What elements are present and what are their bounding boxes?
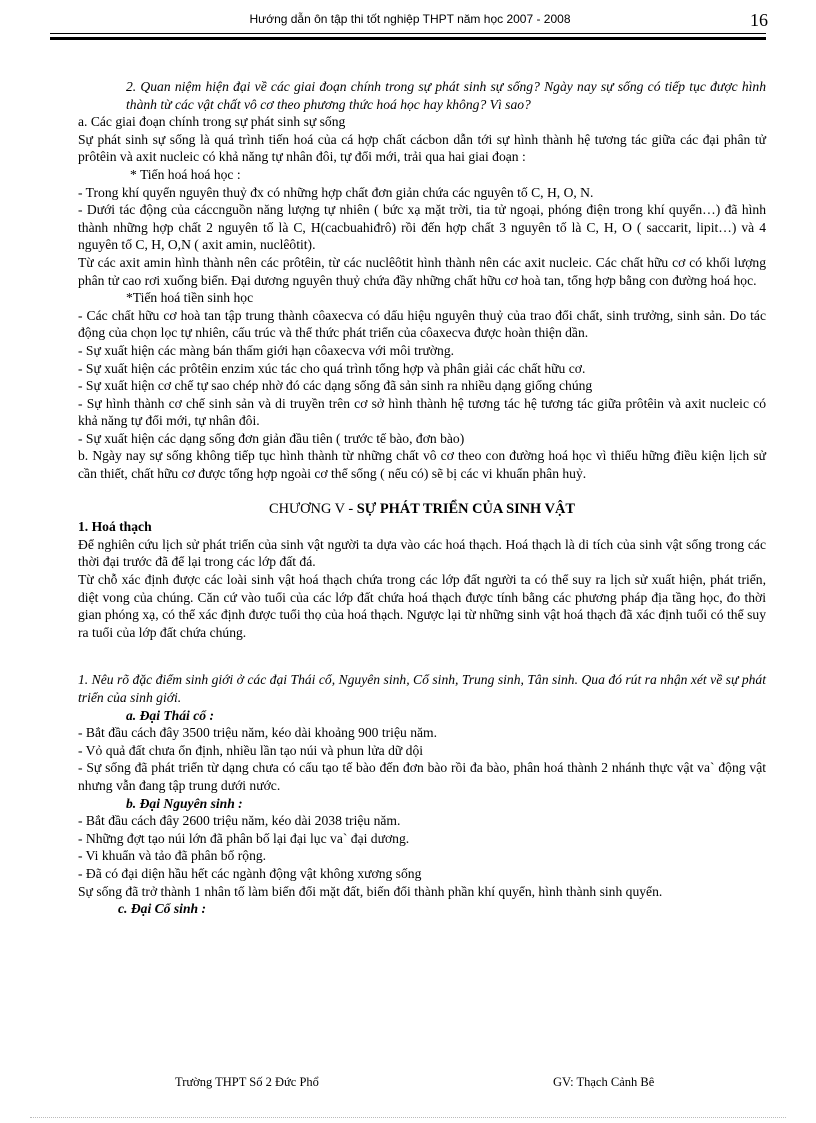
answer-b: b. Ngày nay sự sống không tiếp tục hình thành từ những chất vô cơ theo con đường hoá học vì thiếu hững điều kiện lịch sử cần thiết, chất hữu cơ được tổng hợp ngoài cơ thể sống ( nếu có) sẽ bị các vi khuẩn phân huỷ. bbox=[78, 448, 766, 482]
prebiotic-point-5: - Sự hình thành cơ chế sinh sản và di truyền trên cơ sở hình thành hệ tương tác hệ tương tác giữa prôtêin và axit nucleic có khả năng tự đổi mới, tự nhân đôi. bbox=[78, 395, 766, 429]
answer-a-intro: Sự phát sinh sự sống là quá trình tiến hoá của cá hợp chất cácbon dẫn tới sự hình thành hệ tương tác giữa các đại phân tử prôtêin và axit nucleic có khả năng tự nhân đôi, tự đổi mới, trải qua hai giai đoạn : bbox=[78, 131, 766, 165]
prebiotic-point-2: - Sự xuất hiện các màng bán thấm giới hạn côaxecva với môi trường. bbox=[78, 342, 455, 358]
answer-a-heading: a. Các giai đoạn chính trong sự phát sinh sự sống bbox=[78, 114, 346, 130]
fossil-paragraph-1: Để nghiên cứu lịch sử phát triển của sinh vật người ta dựa vào các hoá thạch. Hoá thạch là di tích của sinh vật sống trong các thời đại trước đã để lại trong các lớp đất đá. bbox=[78, 536, 766, 570]
era-proterozoic-point-3: - Vi khuẩn và tảo đã phân bố rộng. bbox=[78, 848, 267, 864]
era-proterozoic-point-4: - Đã có đại diện hầu hết các ngành động vật không xương sống bbox=[78, 865, 422, 881]
chemical-evolution-heading: * Tiến hoá hoá học : bbox=[130, 166, 241, 182]
chapter-title: SỰ PHÁT TRIỂN CỦA SINH VẬT bbox=[356, 500, 575, 517]
prebiotic-point-3: - Sự xuất hiện các prôtêin enzim xúc tác cho quá trình tổng hợp và phân giải các chất hữu cơ. bbox=[78, 360, 586, 376]
question-eras: 1. Nêu rõ đặc điểm sinh giới ở các đại Thái cổ, Nguyên sinh, Cổ sinh, Trung sinh, Tân sinh. Qua đó rút ra nhận xét về sự phát triển của sinh giới. bbox=[78, 672, 766, 705]
chapter-prefix: CHƯƠNG V - bbox=[269, 500, 357, 517]
era-paleozoic-heading: c. Đại Cổ sinh : bbox=[118, 901, 206, 917]
running-header: Hướng dẫn ôn tập thi tốt nghiệp THPT năm học 2007 - 2008 bbox=[249, 12, 571, 26]
chemical-evolution-point-3: Từ các axit amin hình thành nên các prôtêin, từ các nuclêôtit hình thành nên các axit nucleic. Các chất hữu cơ có khối lượng phân tử cao rơi xuống biển. Đại dương nguyên thuỷ chứa đầy những chất hữu cơ hoà tan, tổng hợp bằng con đường hoá học. bbox=[78, 254, 766, 288]
era-proterozoic-heading: b. Đại Nguyên sinh : bbox=[126, 795, 243, 811]
fossil-heading: 1. Hoá thạch bbox=[78, 519, 152, 535]
fossil-paragraph-2: Từ chỗ xác định được các loài sinh vật hoá thạch chứa trong các lớp đất người ta có thể suy ra lịch sử xuất hiện, phát triển, diệt vong của chúng. Căn cứ vào tuổi của các lớp đất chứa hoá thạch được tính bằng các phương pháp địa tầng học, đo thời gian phóng xạ, có thể xác định được tuổi thọ của hoá thạch. Ngược lại từ những sinh vật hoá thạch đã xác định tuổi có thể suy ra tuổi của lớp đất chứa chúng. bbox=[78, 572, 766, 640]
prebiotic-point-4: - Sự xuất hiện cơ chế tự sao chép nhờ đó các dạng sống đã sản sinh ra nhiều dạng giống chúng bbox=[78, 378, 593, 394]
main-content bbox=[78, 78, 766, 918]
era-archean-point-3: - Sự sống đã phát triển từ dạng chưa có cấu tạo tế bào đến đơn bào rồi đa bào, phân hoá thành 2 nhánh thực vật va` động vật nhưng vẫn đang tập trung dưới nước. bbox=[78, 760, 766, 793]
era-archean-point-2: - Vỏ quả đất chưa ổn định, nhiều lần tạo núi và phun lửa dữ dội bbox=[78, 742, 424, 758]
era-proterozoic-point-5: Sự sống đã trở thành 1 nhân tố làm biến đổi mặt đất, biến đổi thành phần khí quyển, hình thành sinh quyển. bbox=[78, 883, 663, 899]
prebiotic-evolution-heading: *Tiến hoá tiền sinh học bbox=[126, 290, 254, 306]
era-proterozoic-point-1: - Bắt đầu cách đây 2600 triệu năm, kéo dài 2038 triệu năm. bbox=[78, 813, 401, 829]
footer-school: Trường THPT Số 2 Đức Phổ bbox=[175, 1075, 319, 1089]
era-archean-point-1: - Bắt đầu cách đây 3500 triệu năm, kéo dài khoảng 900 triệu năm. bbox=[78, 725, 437, 741]
prebiotic-point-1: - Các chất hữu cơ hoà tan tập trung thành côaxecva có dấu hiệu nguyên thuỷ của trao đổi chất, sinh trưởng, sinh sản. Do tác động của chọn lọc tự nhiên, cấu trúc và thể thức phát triển của côaxecva được hoàn thiện dần. bbox=[78, 307, 766, 341]
page-number: 16 bbox=[750, 10, 768, 30]
era-archean-heading: a. Đại Thái cổ : bbox=[126, 707, 214, 723]
header-rule-thin bbox=[50, 33, 766, 34]
prebiotic-point-6: - Sự xuất hiện các dạng sống đơn giản đầu tiên ( trước tế bào, đơn bào) bbox=[78, 430, 465, 446]
chemical-evolution-point-1: - Trong khí quyển nguyên thuỷ đx có những hợp chất đơn giản chứa các nguyên tố C, H, O, N. bbox=[78, 184, 594, 200]
era-proterozoic-point-2: - Những đợt tạo núi lớn đã phân bố lại đại lục va` đại dương. bbox=[78, 830, 410, 846]
chemical-evolution-point-2: - Dưới tác động của cáccnguồn năng lượng tự nhiên ( bức xạ mặt trời, tia tử ngoại, phóng điện trong khí quyển…) đã hình thành những hợp chất 2 nguyên tố là C, H(cacbuahiđrô) rồi đến hợp chất 3 nguyên tố là C, H, O ( saccarit, lipit…) và 4 nguyên tố C, H, O,N ( axit amin, nuclêôtit). bbox=[78, 202, 766, 253]
header-rule-thick bbox=[50, 37, 766, 40]
footer-teacher: GV: Thạch Cảnh Bê bbox=[553, 1075, 655, 1089]
question-2: 2. Quan niệm hiện đại về các giai đoạn chính trong sự phát sinh sự sống? Ngày nay sự sống có tiếp tục được hình thành từ các vật chất vô cơ theo phương thức hoá học hay không? Vì sao? bbox=[126, 79, 766, 112]
chapter-heading bbox=[78, 501, 766, 519]
footer-dotted-rule bbox=[30, 1117, 786, 1118]
